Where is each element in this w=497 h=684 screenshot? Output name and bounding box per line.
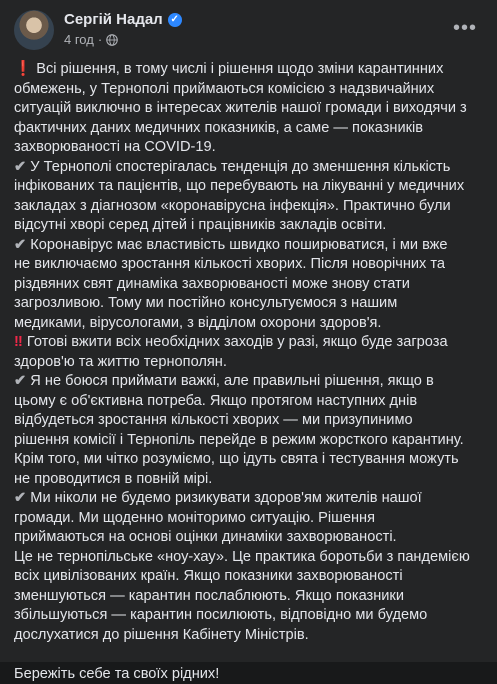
post-text-line (14, 372, 484, 392)
check-mark-icon: ✔ (14, 372, 26, 392)
check-mark-icon: ✔ (14, 236, 26, 256)
post-text-line (14, 470, 484, 490)
globe-icon (106, 34, 118, 46)
post-text: Це не тернопільське «ноу-хау». Це практика боротьби з пандемією (14, 549, 470, 565)
post-text: дослухатися до рішення Кабінету Міністрів. (14, 627, 309, 643)
post-text-line (14, 255, 484, 275)
meta-separator: · (98, 32, 102, 47)
post-text-line (14, 392, 484, 412)
post-text-line (14, 99, 484, 119)
post-text: збільшуються — карантин посилюють, відповідно ми будемо (14, 607, 427, 623)
post-text: зменшуються — карантин послаблюють. Якщо показники (14, 588, 404, 604)
post-text-line (14, 606, 484, 626)
post-header (14, 10, 483, 54)
post-text-line (14, 197, 484, 217)
post-text-line (14, 353, 484, 373)
post-text-line (14, 216, 484, 236)
post-text-line (14, 80, 484, 100)
post-text: здоров'ю та життю тернополян. (14, 354, 227, 370)
post-meta (64, 32, 118, 47)
post-text-line (14, 431, 484, 451)
post-text-line (14, 450, 484, 470)
post-text-line (14, 665, 484, 684)
post-text: рішення комісії і Тернопіль перейде в режим жорсткого карантину. (14, 432, 464, 448)
post-text-line (14, 528, 484, 548)
post-text-line (14, 177, 484, 197)
post-text: Коронавірус має властивість швидко поширюватися, і ми вже (30, 237, 447, 253)
author-name[interactable]: Сергій Надал (64, 11, 163, 28)
post-text-line (14, 138, 484, 158)
exclamation-icon: ❗ (14, 61, 32, 77)
post-text-line (14, 626, 484, 646)
post-text-line (14, 567, 484, 587)
check-mark-icon: ✔ (14, 489, 26, 509)
post-time[interactable]: 4 год (64, 32, 94, 47)
post-text-line (14, 333, 484, 353)
post-text: обмежень, у Тернополі приймаються комісією з надзвичайних (14, 81, 434, 97)
post-text: цьому є об'єктивна потреба. Якщо протягом наступних днів (14, 393, 417, 409)
post-text: захворюваності на COVID-19. (14, 139, 216, 155)
post-text: фактичних даних медичних показників, а саме — показників (14, 120, 423, 136)
post-text-line (14, 548, 484, 568)
post-text: приймаються на основі оцінки динаміки захворюваності. (14, 529, 397, 545)
post-text: Всі рішення, в тому числі і рішення щодо зміни карантинних (36, 61, 443, 77)
post-text-line (14, 158, 484, 178)
post-text-line (14, 236, 484, 256)
post-text: загрозливою. Тому ми постійно консультуємося з нашим (14, 295, 397, 311)
post-text: Готові вжити всіх необхідних заходів у разі, якщо буде загроза (27, 334, 448, 350)
post-text: різдвяних свят динаміка захворюваності може знову стати (14, 276, 410, 292)
post-text: медиками, вірусологами, з відділом охорони здоров'я. (14, 315, 382, 331)
post-text-line (14, 314, 484, 334)
post-text-line (14, 60, 484, 80)
post-text-line (14, 509, 484, 529)
post-text: закладах з діагнозом «коронавірусна інфекція». Практично були (14, 198, 451, 214)
post-text: не виключаємо зростання кількості хворих. Після новорічних та (14, 256, 445, 272)
post-text-line (14, 119, 484, 139)
post-text-line (14, 587, 484, 607)
post-text: інфікованих та пацієнтів, що перебувають на лікуванні у медичних (14, 178, 464, 194)
post-text-line (14, 275, 484, 295)
post-text-line (14, 294, 484, 314)
post-text: відбудеться зростання кількості хворих — ми призупинимо (14, 412, 413, 428)
post-text: Ми ніколи не будемо ризикувати здоров'ям жителів нашої (30, 490, 421, 506)
post-text: У Тернополі спостерігалась тенденція до зменшення кількість (30, 159, 450, 175)
post-text: громади. Ми щоденно моніторимо ситуацію. Рішення (14, 510, 375, 526)
post-text-line (14, 489, 484, 509)
post-text: відсутні хворі серед дітей і працівників закладів освіти. (14, 217, 386, 233)
post-text-line (14, 411, 484, 431)
post-text: Бережіть себе та своїх рідних! (14, 666, 219, 682)
post-text: Крім того, ми чітко розуміємо, що ідуть свята і тестування можуть (14, 451, 459, 467)
post-text: всіх цивілізованих країн. Якщо показники захворюваності (14, 568, 403, 584)
double-exclamation-icon: ‼ (14, 334, 23, 350)
post-text: Я не боюся приймати важкі, але правильні рішення, якщо в (30, 373, 433, 389)
more-options-icon[interactable]: ••• (447, 10, 483, 46)
verified-badge-icon: ✓ (168, 13, 182, 27)
author-name-row (64, 11, 182, 28)
post-text: не проводитися в повній мірі. (14, 471, 212, 487)
post-body (14, 60, 484, 684)
check-mark-icon: ✔ (14, 158, 26, 178)
post-text: ситуацій виключно в інтересах жителів нашої громади і виходячи з (14, 100, 467, 116)
author-avatar[interactable] (14, 10, 54, 50)
